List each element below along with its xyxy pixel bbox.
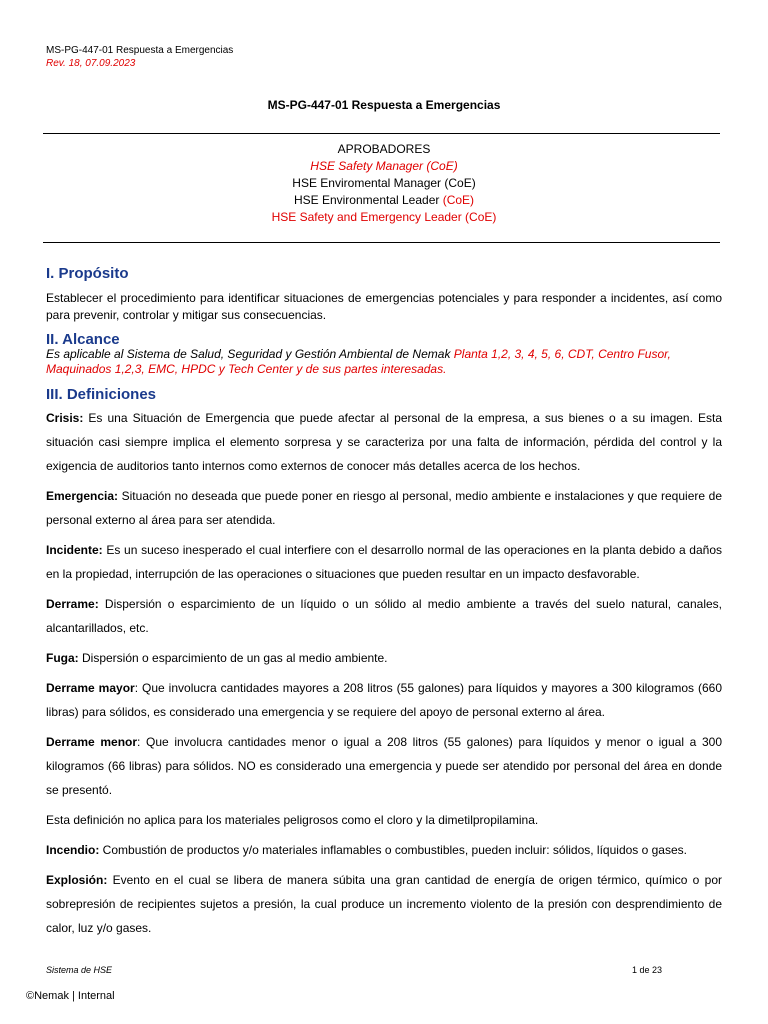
definition-term: Incidente: — [46, 543, 103, 557]
definition-text: Es un suceso inesperado el cual interfiere con el desarrollo normal de las operaciones en la planta debido a daños en la propiedad, interrupción de las operaciones o situaciones que pueden resultar en un impacto desfavorable. — [46, 543, 722, 581]
approver-environmental-leader-name: HSE Environmental Leader — [293, 193, 443, 207]
document-title: MS-PG-447-01 Respuesta a Emergencias — [267, 98, 501, 112]
section-alcance-text — [46, 347, 722, 377]
top-divider — [43, 133, 720, 134]
classification-label: ©Nemak | Internal — [26, 990, 115, 1002]
definition-term: Derrame: — [46, 597, 99, 611]
definition-item — [46, 484, 722, 532]
header-doc-code: MS-PG-447-01 Respuesta a Emergencias — [46, 45, 234, 56]
definition-term: Crisis: — [46, 411, 84, 425]
definition-text: Combustión de productos y/o materiales inflamables o combustibles, pueden incluir: sólidos, líquidos o gases. — [99, 843, 687, 857]
section-definiciones-heading: III. Definiciones — [46, 386, 157, 403]
definition-text: Situación no deseada que puede poner en riesgo al personal, medio ambiente e instalaciones y que requiere de personal externo al área para ser atendida. — [46, 489, 722, 527]
footer-system: Sistema de HSE — [46, 965, 113, 975]
definition-item — [46, 538, 722, 586]
section-alcance-heading: II. Alcance — [46, 331, 120, 348]
alcance-text-plants: Planta 1,2, 3, 4, 5, 6, CDT, Centro Fusor, Maquinados 1,2,3, EMC, HPDC y Tech Center y de sus partes interesadas. — [46, 347, 671, 376]
approver-enviromental-manager: HSE Enviromental Manager (CoE) — [292, 176, 476, 190]
header-revision: Rev. 18, 07.09.2023 — [46, 58, 136, 69]
definition-text: Esta definición no aplica para los materiales peligrosos como el cloro y la dimetilpropilamina. — [46, 813, 539, 827]
approver-environmental-leader — [0, 192, 768, 209]
section-proposito-heading: I. Propósito — [46, 265, 129, 282]
definition-item — [46, 838, 722, 862]
definition-term: Incendio: — [46, 843, 100, 857]
definition-text: Evento en el cual se libera de manera súbita una gran cantidad de energía de origen térmico, químico o por sobrepresión de recipientes sujetos a presión, la cual produce un incremento violento de la presión con desprendimiento de calor, luz y/o gases. — [46, 873, 722, 935]
definitions-list — [46, 406, 722, 946]
definition-term: Derrame menor — [46, 735, 138, 749]
approvers-block — [0, 141, 768, 226]
section-proposito-text: Establecer el procedimiento para identificar situaciones de emergencias potenciales y para responder a incidentes, así como para prevenir, controlar y mitigar sus consecuencias. — [46, 291, 722, 322]
footer-page-number: 1 de 23 — [632, 965, 663, 975]
definition-text: Dispersión o esparcimiento de un gas al medio ambiente. — [78, 651, 388, 665]
approver-environmental-leader-coe: (CoE) — [442, 193, 475, 207]
alcance-text-main: Es aplicable al Sistema de Salud, Seguridad y Gestión Ambiental de Nemak — [46, 347, 454, 361]
definition-text: Dispersión o esparcimiento de un líquido o un sólido al medio ambiente a través del suelo natural, canales, alcantarillados, etc. — [46, 597, 722, 635]
approvers-heading: APROBADORES — [337, 142, 431, 156]
definition-item — [46, 730, 722, 802]
definition-term: Fuga: — [46, 651, 79, 665]
definition-text: Es una Situación de Emergencia que puede afectar al personal de la empresa, a sus bienes o a su imagen. Esta situación casi siempre implica el elemento sorpresa y se caracteriza por una falta de información, pérdida del control y la exigencia de auditorios tanto internos como externos de conocer más detalles acerca de los hechos. — [46, 411, 722, 473]
definition-term: Emergencia: — [46, 489, 119, 503]
definition-item — [46, 592, 722, 640]
definition-text: : Que involucra cantidades menor o igual a 208 litros (55 galones) para líquidos y menor o igual a 300 kilogramos (66 libras) para sólidos. NO es considerado una emergencia y puede ser atendido por personal del área en donde se presentó. — [46, 735, 722, 797]
definition-item — [46, 808, 722, 832]
approver-safety-emergency-leader: HSE Safety and Emergency Leader (CoE) — [271, 210, 497, 224]
definition-term: Explosión: — [46, 873, 108, 887]
definition-item — [46, 406, 722, 478]
bottom-divider — [43, 242, 720, 243]
definition-item — [46, 868, 722, 940]
definition-item — [46, 676, 722, 724]
approver-safety-manager: HSE Safety Manager (CoE) — [310, 159, 458, 173]
definition-term: Derrame mayor — [46, 681, 135, 695]
definition-item — [46, 646, 722, 670]
definition-text: : Que involucra cantidades mayores a 208 litros (55 galones) para líquidos y mayores a 300 kilogramos (660 libras) para sólidos, es considerado una emergencia y se requiere del apoyo de personal externo al área. — [46, 681, 722, 719]
